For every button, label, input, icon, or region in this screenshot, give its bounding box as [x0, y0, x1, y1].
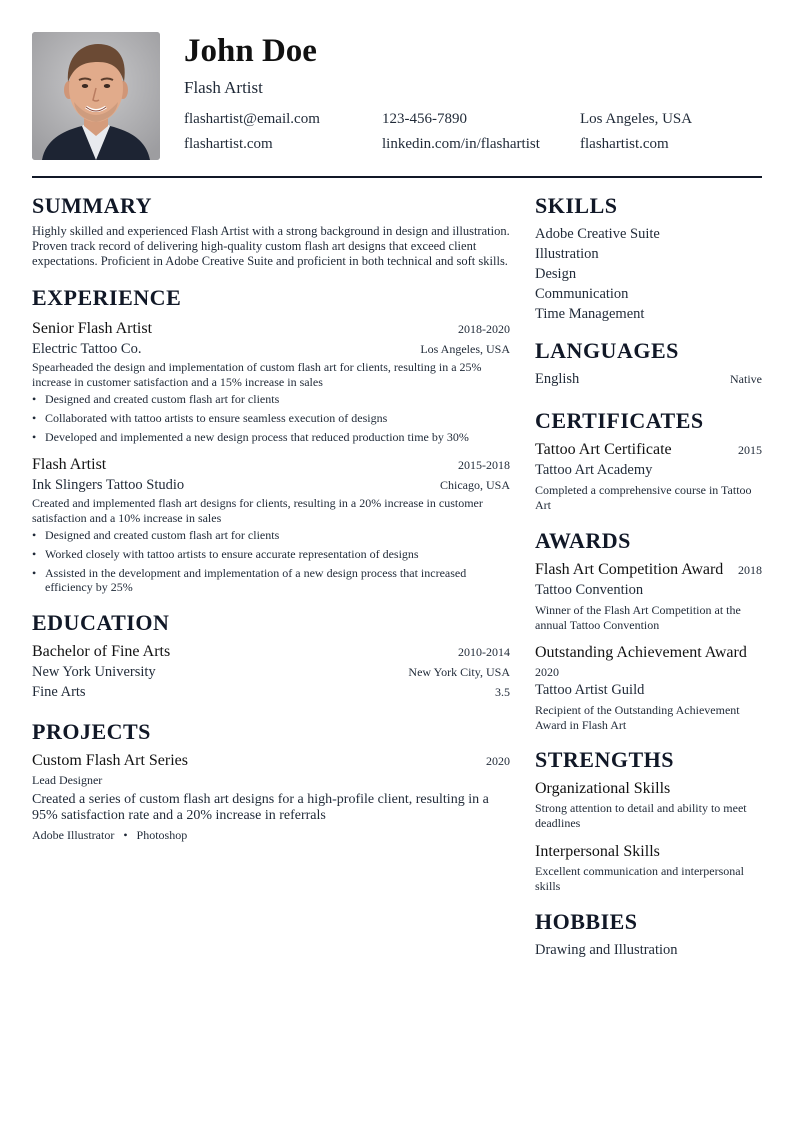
skill-item: Communication: [535, 286, 629, 302]
list-item: • Worked closely with tattoo artists to ensure accurate representation of designs: [32, 547, 510, 562]
degree-name: Bachelor of Fine Arts: [32, 642, 171, 660]
section-heading: SUMMARY: [32, 193, 153, 218]
job-location: Los Angeles, USA: [420, 342, 510, 356]
award-description: Recipient of the Outstanding Achievement Award in Flash Art: [535, 703, 740, 732]
candidate-name: John Doe: [184, 33, 317, 69]
job-title: Senior Flash Artist: [32, 320, 153, 337]
language-level: Native: [730, 372, 762, 386]
tool-tag: Photoshop: [136, 827, 188, 842]
website-link-secondary[interactable]: flashartist.com: [580, 136, 669, 152]
language-name: English: [535, 371, 580, 387]
list-item: • Developed and implemented a new design process that reduced production time by 30%: [32, 430, 510, 445]
project-tools: [32, 828, 510, 843]
project-role: Lead Designer: [32, 772, 103, 787]
location-text: Los Angeles, USA: [580, 111, 693, 127]
list-item: • Designed and created custom flash art for clients: [32, 528, 510, 543]
skill-item: Time Management: [535, 306, 645, 322]
tool-tag: Adobe Illustrator: [32, 827, 115, 842]
hobbies-section: [535, 908, 762, 960]
tool-separator: •: [123, 827, 128, 842]
job-location: Chicago, USA: [440, 477, 510, 492]
education-section: [32, 609, 510, 702]
avatar-illustration: [32, 32, 160, 160]
list-item: • Designed and created custom flash art for clients: [32, 392, 510, 407]
certificate-issuer: Tattoo Art Academy: [535, 462, 653, 478]
strength-entry: [535, 841, 762, 894]
school-name: New York University: [32, 663, 156, 680]
hobby-item: Drawing and Illustration: [535, 942, 678, 958]
project-description: Created a series of custom flash art designs for a high-profile client, resulting in a 95% satisfaction rate and a 20% increase in referrals: [32, 791, 489, 823]
company-name: Electric Tattoo Co.: [32, 341, 142, 357]
strength-name: Interpersonal Skills: [535, 843, 660, 860]
section-heading: PROJECTS: [32, 718, 151, 744]
job-summary: Created and implemented flash art designs for clients, resulting in a 20% increase in customer satisfaction and a 10% increase in sales: [32, 495, 483, 525]
linkedin-link[interactable]: linkedin.com/in/flashartist: [382, 136, 540, 152]
award-year: 2018: [738, 563, 762, 577]
company-name: Ink Slingers Tattoo Studio: [32, 476, 185, 493]
certificates-section: [535, 407, 762, 513]
section-heading: AWARDS: [535, 528, 631, 553]
section-heading: STRENGTHS: [535, 747, 674, 772]
header-divider: [32, 176, 762, 178]
award-name: Outstanding Achievement Award: [535, 644, 747, 661]
section-heading: EDUCATION: [32, 609, 170, 635]
strength-description: Excellent communication and interpersonal skills: [535, 864, 744, 893]
left-column: [32, 192, 510, 843]
certificate-year: 2015: [738, 443, 762, 457]
certificate-description: Completed a comprehensive course in Tattoo Art: [535, 483, 752, 512]
award-name: Flash Art Competition Award: [535, 561, 724, 578]
job-title: Flash Artist: [32, 455, 107, 473]
project-name: Custom Flash Art Series: [32, 751, 189, 769]
strength-description: Strong attention to detail and ability to meet deadlines: [535, 801, 747, 830]
job-dates: 2018-2020: [458, 322, 510, 336]
field-of-study: Fine Arts: [32, 683, 86, 700]
skill-item: Adobe Creative Suite: [535, 226, 660, 242]
job-bullets: [32, 528, 510, 595]
section-heading: LANGUAGES: [535, 338, 679, 363]
list-item: • Collaborated with tattoo artists to ensure seamless execution of designs: [32, 411, 510, 426]
summary-section: [32, 192, 510, 269]
summary-text: Highly skilled and experienced Flash Artist with a strong background in design and illustration. Proven track record of delivering high-quality custom flash art designs that exceed client expectations. Proficient in Adobe Creative Suite and proficient in both technical and soft skills.: [32, 224, 510, 268]
award-issuer: Tattoo Artist Guild: [535, 682, 645, 698]
award-description: Winner of the Flash Art Competition at the annual Tattoo Convention: [535, 603, 741, 632]
job-entry: [32, 318, 510, 445]
resume-header: [32, 32, 762, 160]
education-dates: 2010-2014: [458, 644, 510, 659]
experience-section: [32, 284, 510, 595]
section-heading: EXPERIENCE: [32, 285, 182, 310]
award-entry: [535, 642, 762, 733]
candidate-title: Flash Artist: [184, 78, 263, 97]
strength-name: Organizational Skills: [535, 780, 671, 797]
projects-section: [32, 718, 510, 843]
job-dates: 2015-2018: [458, 457, 510, 472]
skill-item: Design: [535, 266, 577, 282]
job-bullets: [32, 392, 510, 445]
skills-section: [535, 192, 762, 324]
section-heading: SKILLS: [535, 193, 618, 218]
award-year: 2020: [535, 665, 559, 679]
awards-section: [535, 527, 762, 733]
award-issuer: Tattoo Convention: [535, 582, 644, 598]
school-location: New York City, USA: [408, 664, 510, 679]
job-entry: [32, 454, 510, 595]
languages-section: [535, 337, 762, 389]
job-summary: Spearheaded the design and implementation of custom flash art for clients, resulting in a 25% increase in customer satisfaction and a 15% increase in sales: [32, 360, 482, 389]
strength-entry: [535, 778, 762, 831]
section-heading: HOBBIES: [535, 909, 638, 934]
list-item: • Assisted in the development and implementation of a new design process that increased efficiency by 25%: [32, 566, 510, 595]
gpa-value: 3.5: [495, 684, 510, 699]
phone-number: 123-456-7890: [382, 111, 467, 127]
email-link[interactable]: flashartist@email.com: [184, 111, 320, 127]
website-link[interactable]: flashartist.com: [184, 136, 273, 152]
skill-item: Illustration: [535, 246, 599, 262]
profile-photo: [32, 32, 160, 160]
strengths-section: [535, 746, 762, 894]
certificate-name: Tattoo Art Certificate: [535, 441, 672, 458]
project-year: 2020: [486, 753, 510, 768]
right-column: [535, 192, 762, 960]
award-entry: [535, 559, 762, 633]
section-heading: CERTIFICATES: [535, 408, 704, 433]
